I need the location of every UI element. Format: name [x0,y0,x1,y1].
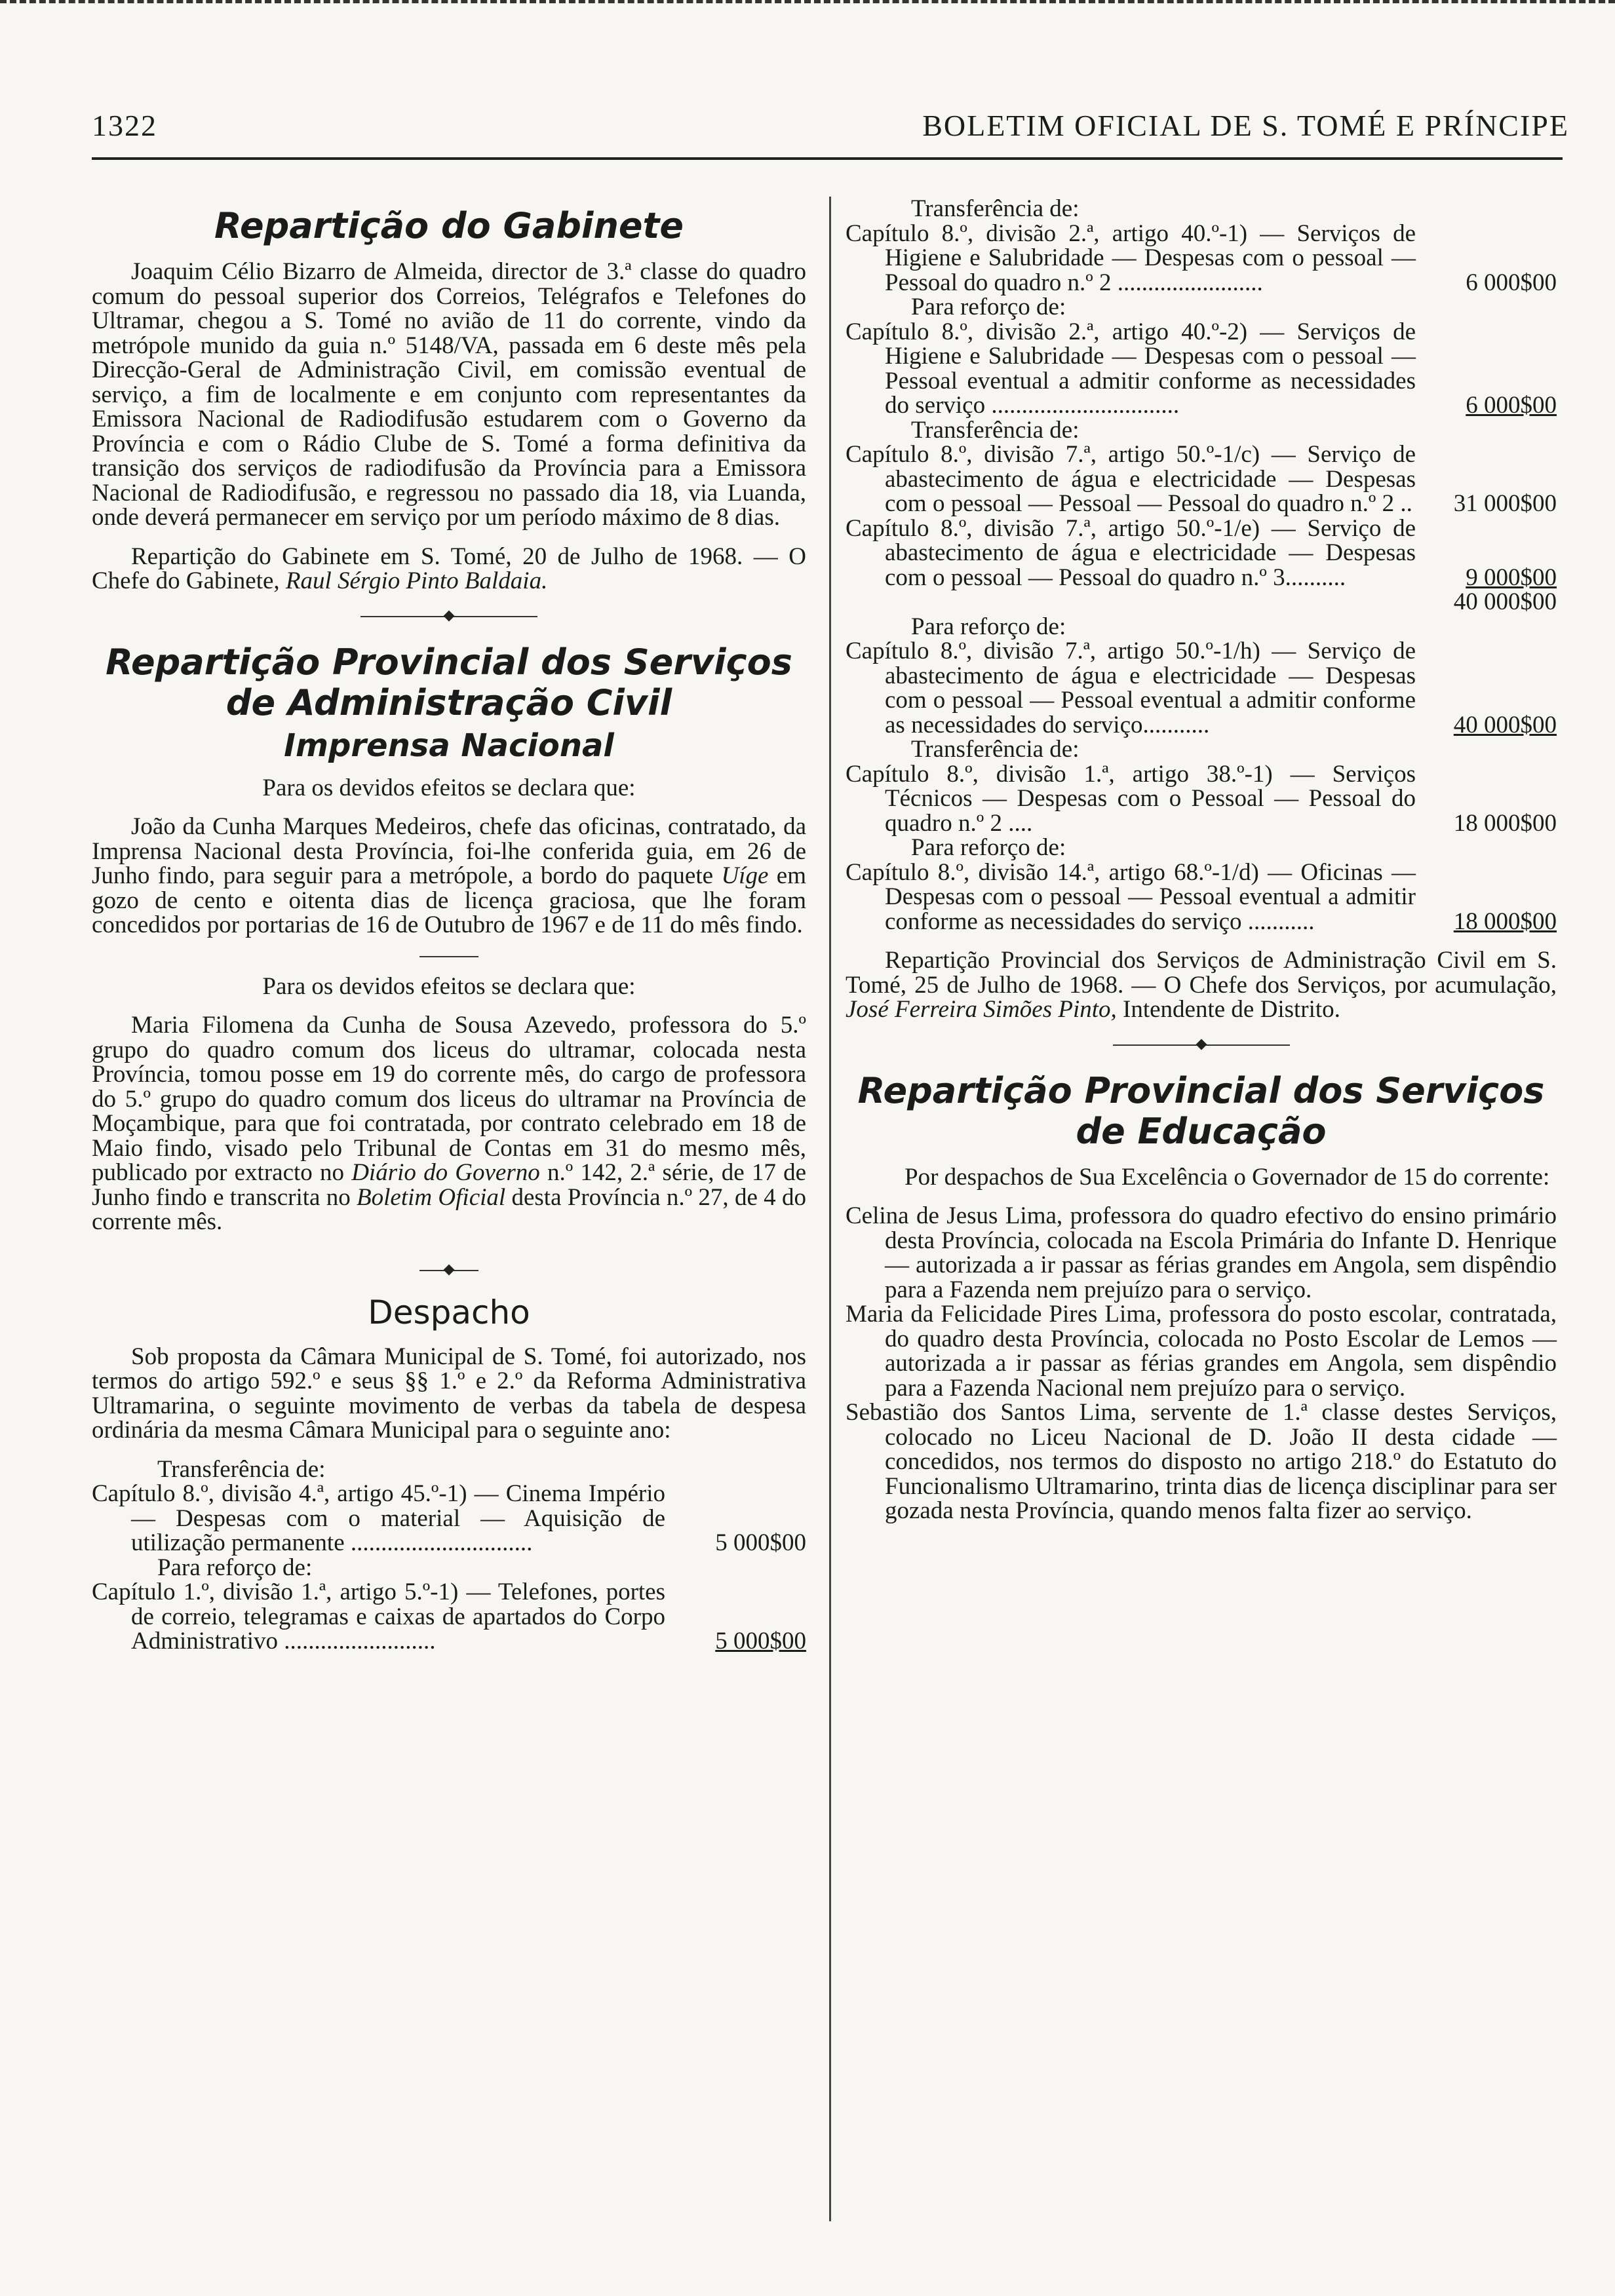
admin-paragraph-1-a: João da Cunha Marques Medeiros, chefe das oficinas, contratado, da Imprensa Nacional desta Província, foi-lhe conferida guia, em 26 de Junho findo, para seguir para a metrópole, a bordo do paquete [92,813,806,889]
admin-paragraph-1 [92,814,806,938]
page-header-title: BOLETIM OFICIAL DE S. TOMÉ E PRÍNCIPE [922,109,1569,142]
transfer-amount-3: 18 000$00 [1453,809,1557,837]
gabinete-closing-text: Repartição do Gabinete em S. Tomé, 20 de Julho de 1968. — O Chefe do Gabinete, [92,543,806,594]
despacho-transfer-text: Capítulo 8.º, divisão 4.ª, artigo 45.º-1) — Cinema Império — Despesas com o material — Aquisição de utilização permanente .............................. [92,1480,665,1556]
header-rule [92,157,1563,160]
reinforce-text-1: Capítulo 8.º, divisão 2.ª, artigo 40.º-2) — Serviços de Higiene e Salubridade — Despesas com o pessoal — Pessoal eventual a admitir conforme as necessidades do serviço ............................... [846,318,1416,419]
educacao-item-3: Sebastião dos Santos Lima, servente de 1.ª classe destes Serviços, colocado no Liceu Nacional de D. João II desta cidade — concedidos, nos termos do disposto no artigo 218.º do Estatuto do Funcionalismo Ultramarino, trinta dias de licença disciplinar para ser gozada nesta Província, quando menos falta fizer ao serviço. [846,1399,1557,1524]
subtitle-imprensa: Imprensa Nacional [284,727,614,764]
reinforce-label-2: Para reforço de: [911,613,1066,640]
admin-paragraph-2-a: Maria Filomena da Cunha de Sousa Azevedo, professora do 5.º grupo do quadro comum dos liceus do ultramar, colocada nesta Província, tomou posse em 19 do corrente mês, do cargo de professora do 5.º grupo do quadro comum dos liceus do ultramar na Província de Moçambique, para que foi contratada, por contrato celebrado em 18 de Maio findo, visado pelo Tribunal de Contas em 31 do mesmo mês, publicado por extracto no [92,1012,806,1186]
transfer-label-2: Transferência de: [911,416,1080,444]
section-title-admin-line2: de Administração Civil [225,681,672,723]
right-column [846,197,1557,1523]
educacao-item-2: Maria da Felicidade Pires Lima, professora do posto escolar, contratada, do quadro desta Província, colocada no Posto Escolar de Lemos — autorizada a ir passar as férias grandes em Angola, sem dispêndio para a Fazenda Nacional nem prejuízo para o serviço. [846,1301,1557,1402]
transfer-subtotal-2: 40 000$00 [1453,588,1557,615]
column-divider [829,197,831,2221]
despacho-transfer-entry [92,1482,806,1556]
gabinete-closing [92,545,806,594]
section-title-educacao [846,1071,1557,1152]
admin-paragraph-2 [92,1013,806,1234]
transfer-label-3: Transferência de: [911,736,1080,763]
reinforce-entry-2 [846,639,1557,737]
ship-name: Uíge [721,862,769,889]
admin-signature-role: Intendente de Distrito. [1123,996,1340,1023]
transfer-label-1: Transferência de: [911,195,1080,222]
despacho-reinforce-amount: 5 000$00 [715,1628,806,1655]
admin-closing-text: Repartição Provincial dos Serviços de Administração Civil em S. Tomé, 25 de Julho de 1968. — O Chefe dos Serviços, por acumulação, [846,947,1557,999]
declare-text-2: Para os devidos efeitos se declara que: [262,972,636,1000]
educacao-item-1: Celina de Jesus Lima, professora do quadro efectivo do ensino primário desta Província, colocada na Escola Primária do Infante D. Henrique — autorizada a ir passar as férias grandes em Angola, sem dispêndio para a Fazenda nem prejuízo para o serviço. [846,1202,1557,1303]
transfer-amount-2a: 31 000$00 [1453,490,1557,517]
despacho-body: Sob proposta da Câmara Municipal de S. Tomé, foi autorizado, nos termos do artigo 592.º e seus §§ 1.º e 2.º da Reforma Administrativa Ultramarina, o seguinte movimento de verbas da tabela de despesa ordinária da mesma Câmara Municipal para o seguinte ano: [92,1343,806,1444]
despacho-reinforce-label: Para reforço de: [157,1554,313,1581]
reinforce-amount-2: 40 000$00 [1453,711,1557,738]
section-title-admin [92,642,806,723]
transfer-text-1: Capítulo 8.º, divisão 2.ª, artigo 40.º-1) — Serviços de Higiene e Salubridade — Despesas com o pessoal — Pessoal do quadro n.º 2 ........................ [846,220,1416,296]
short-rule [92,944,806,968]
despacho-reinforce-text: Capítulo 1.º, divisão 1.ª, artigo 5.º-1) — Telefones, portes de correio, telegramas e caixas de apartados do Corpo Administrativo ......................... [92,1578,665,1655]
gabinete-signature: Raul Sérgio Pinto Baldaia. [285,567,548,594]
despacho-transfer-amount: 5 000$00 [715,1529,806,1556]
section-title-educacao-line2: de Educação [1076,1110,1327,1152]
section-title-gabinete: Repartição do Gabinete [214,205,684,246]
despacho-transfer-label: Transferência de: [157,1455,326,1483]
boletim-oficial: Boletim Oficial [357,1183,506,1211]
reinforce-amount-1: 6 000$00 [1466,392,1557,419]
left-column [92,197,806,1654]
section-ornament-educacao [846,1029,1557,1062]
section-title-educacao-line1: Repartição Provincial dos Serviços [857,1069,1545,1111]
admin-paragraph-2-b: n.º 142, 2.ª série, de 17 de Junho findo e transcrita no [92,1159,807,1211]
page-number: 1322 [92,109,157,142]
reinforce-text-3: Capítulo 8.º, divisão 14.ª, artigo 68.º-1/d) — Oficinas — Despesas com o pessoal — Pessoal eventual a admitir conforme as necessidades do serviço ........... [846,858,1416,935]
reinforce-text-2: Capítulo 8.º, divisão 7.ª, artigo 50.º-1/h) — Serviço de abastecimento de água e electricidade — Despesas com o pessoal — Pessoal eventual a admitir conforme as necessidades do serviço........... [846,638,1416,738]
transfer-amount-2b: 9 000$00 [1466,564,1557,591]
admin-paragraph-2-c: desta Província n.º 27, de 4 do corrente mês. [92,1183,806,1235]
section-title-admin-line1: Repartição Provincial dos Serviços [106,641,792,683]
transfer-amount-1: 6 000$00 [1466,269,1557,296]
transfer-text-2b: Capítulo 8.º, divisão 7.ª, artigo 50.º-1/e) — Serviço de abastecimento de água e electricidade — Despesas com o pessoal — Pessoal do quadro n.º 3.......... [846,514,1416,591]
admin-paragraph-1-b: em gozo de cento e oitenta dias de licença graciosa, que lhe foram concedidos por portarias de 16 de Outubro de 1967 e de 11 do mês findo. [92,862,806,938]
section-title-despacho: Despacho [368,1293,530,1331]
reinforce-entry-3 [846,860,1557,934]
reinforce-amount-3: 18 000$00 [1453,908,1557,935]
transfer-entry-2b [846,516,1557,590]
reinforce-label-1: Para reforço de: [911,294,1066,320]
admin-signature: José Ferreira Simões Pinto, [846,996,1117,1023]
transfer-text-2a: Capítulo 8.º, divisão 7.ª, artigo 50.º-1/c) — Serviço de abastecimento de água e electricidade — Despesas com o pessoal — Pessoal — Pessoal do quadro n.º 2 .. [846,441,1416,517]
diario-do-governo: Diário do Governo [351,1159,540,1186]
section-ornament [92,600,806,633]
admin-closing [846,948,1557,1022]
despacho-reinforce-entry [92,1580,806,1654]
gabinete-body: Joaquim Célio Bizarro de Almeida, director de 3.ª classe do quadro comum do pessoal superior dos Correios, Telégrafos e Telefones do Ultramar, chegou a S. Tomé no avião de 11 do corrente, vindo da metrópole munido da guia n.º 5148/VA, passada em 6 deste mês pela Direcção-Geral de Administração Civil, em comissão eventual de serviço, a fim de localmente e em conjunto com representantes da Emissora Nacional de Radiodifusão estudarem com o Governo da Província e com o Rádio Clube de S. Tomé a forma definitiva da transição dos serviços de radiodifusão da Província para a Emissora Nacional de Radiodifusão, e regressou no passado dia 18, via Luanda, onde deverá permanecer em serviço por um período máximo de 8 dias. [92,258,806,531]
reinforce-entry-1 [846,320,1557,418]
declare-text-1: Para os devidos efeitos se declara que: [262,774,636,801]
educacao-intro: Por despachos de Sua Excelência o Governador de 15 do corrente: [905,1163,1550,1191]
despacho-ornament [92,1254,806,1287]
transfer-entry-3 [846,762,1557,836]
transfer-text-3: Capítulo 8.º, divisão 1.ª, artigo 38.º-1) — Serviços Técnicos — Despesas com o Pessoal — Pessoal do quadro n.º 2 .... [846,760,1416,837]
top-border [0,0,1615,3]
transfer-entry-2a [846,442,1557,516]
reinforce-label-3: Para reforço de: [911,834,1066,861]
transfer-entry-1 [846,221,1557,296]
